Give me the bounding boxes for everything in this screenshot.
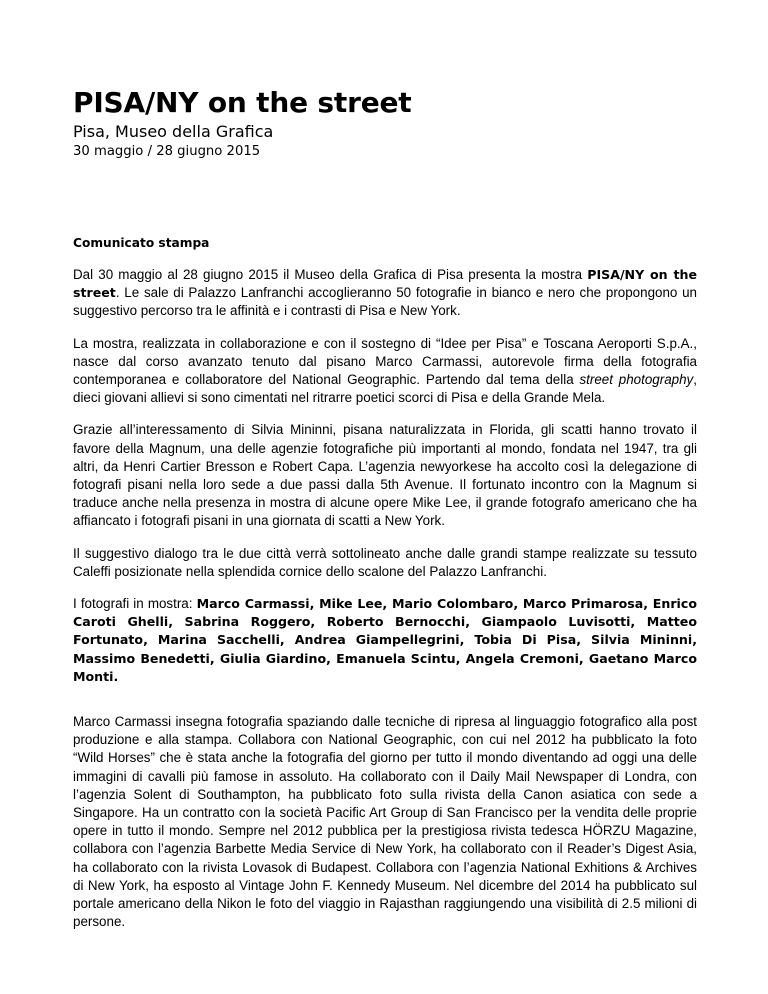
paragraph-biography: Marco Carmassi insegna fotografia spaziando dalle tecniche di ripresa al linguaggio fotografico alla post produzione e alla stampa. Collabora con National Geographic, con cui nel 2012 ha pubblicato la foto “Wild Horses” che è stata anche la fotografia del giorno per tutto il mondo diventando ad oggi una delle immagini di cavalli più famose in assoluto. Ha collaborato con il Daily Mail Newspaper di Londra, con l’agenzia Solent di Southampton, ha pubblicato foto sulla rivista della Canon asiatica con sede a Singapore. Ha un contratto con la società Pacific Art Group di San Francisco per la vendita delle proprie opere in tutto il mondo. Sempre nel 2012 pubblica per la prestigiosa rivista tedesca HÖRZU Magazine, collabora con l’agenzia Barbette Media Service di New York, ha collaborato con il Reader’s Digest Asia, ha collaborato con la rivista Lovasok di Budapest. Collabora con l’agenzia National Exhitions & Archives di New York, ha esposto al Vintage John F. Kennedy Museum. Nel dicembre del 2014 ha pubblicato sul portale americano della Nikon le foto del viaggio in Rajasthan raggiungendo una visibilità di 2.5 milioni di persone. bbox=[73, 714, 697, 930]
document-subtitle: Pisa, Museo della Grafica bbox=[73, 122, 274, 141]
document-title: PISA/NY on the street bbox=[73, 86, 412, 119]
paragraph-dialogue: Il suggestivo dialogo tra le due città verrà sottolineato anche dalle grandi stampe realizzate su tessuto Caleffi posizionate nella splendida cornice dello scalone del Palazzo Lanfranchi. bbox=[73, 545, 697, 579]
street-photography-italic: street photography bbox=[579, 372, 694, 388]
exhibition-dates: 30 maggio / 28 giugno 2015 bbox=[73, 144, 261, 159]
paragraph-magnum: Grazie all’interessamento di Silvia Mininni, pisana naturalizzata in Florida, gli scatti hanno trovato il favore della Magnum, una delle agenzie fotografiche più importanti al mondo, fondata nel 1947, tra gli altri, da Henri Cartier Bresson e Robert Capa. L’agenzia newyorkese ha accolto così la delegazione di fotografi pisani nella loro sede a due passi dalla 5th Avenue. Il fortunato incontro con la Magnum si traduce anche nella presenza in mostra di alcune opere Mike Lee, il grande fotografo americano che ha affiancato i fotografi pisani in una giornata di scatti a New York. bbox=[73, 422, 697, 529]
paragraph-collaboration-text-a: La mostra, realizzata in collaborazione e con il sostegno di “Idee per Pisa” e Toscana Aeroporti S.p.A., nasce dal corso avanzato tenuto dal pisano Marco Carmassi, autorevole firma della fotografia contemporanea e collaboratore del National Geographic. Partendo dal tema della bbox=[73, 335, 697, 388]
paragraph-collaboration bbox=[73, 335, 697, 408]
document-page bbox=[73, 86, 697, 932]
paragraph-intro-text-a: Dal 30 maggio al 28 giugno 2015 il Museo della Grafica di Pisa presenta la mostra bbox=[73, 267, 588, 282]
paragraph-intro bbox=[73, 266, 697, 321]
photographers-label: I fotografi in mostra: bbox=[73, 596, 197, 612]
exhibition-name-bold: PISA/NY on the street bbox=[73, 267, 697, 301]
section-heading: Comunicato stampa bbox=[73, 236, 210, 250]
paragraph-photographers bbox=[73, 595, 697, 686]
photographers-list: Marco Carmassi, Mike Lee, Mario Colombaro, Marco Primarosa, Enrico Caroti Ghelli, Sabrina Roggero, Roberto Bernocchi, Giampaolo Luvisotti, Matteo Fortunato, Marina Sacchelli, Andrea Giampellegrini, Tobia Di Pisa, Silvia Mininni, Massimo Benedetti, Giulia Giardino, Emanuela Scintu, Angela Cremoni, Gaetano Marco Monti. bbox=[73, 596, 697, 684]
paragraph-intro-text-c: . Le sale di Palazzo Lanfranchi accoglieranno 50 fotografie in bianco e nero che propongono un suggestivo percorso tra le affinità e i contrasti di Pisa e New York. bbox=[73, 285, 697, 319]
paragraph-collaboration-text-c: , dieci giovani allievi si sono cimentati nel ritrarre poetici scorci di Pisa e della Grande Mela. bbox=[73, 372, 697, 406]
